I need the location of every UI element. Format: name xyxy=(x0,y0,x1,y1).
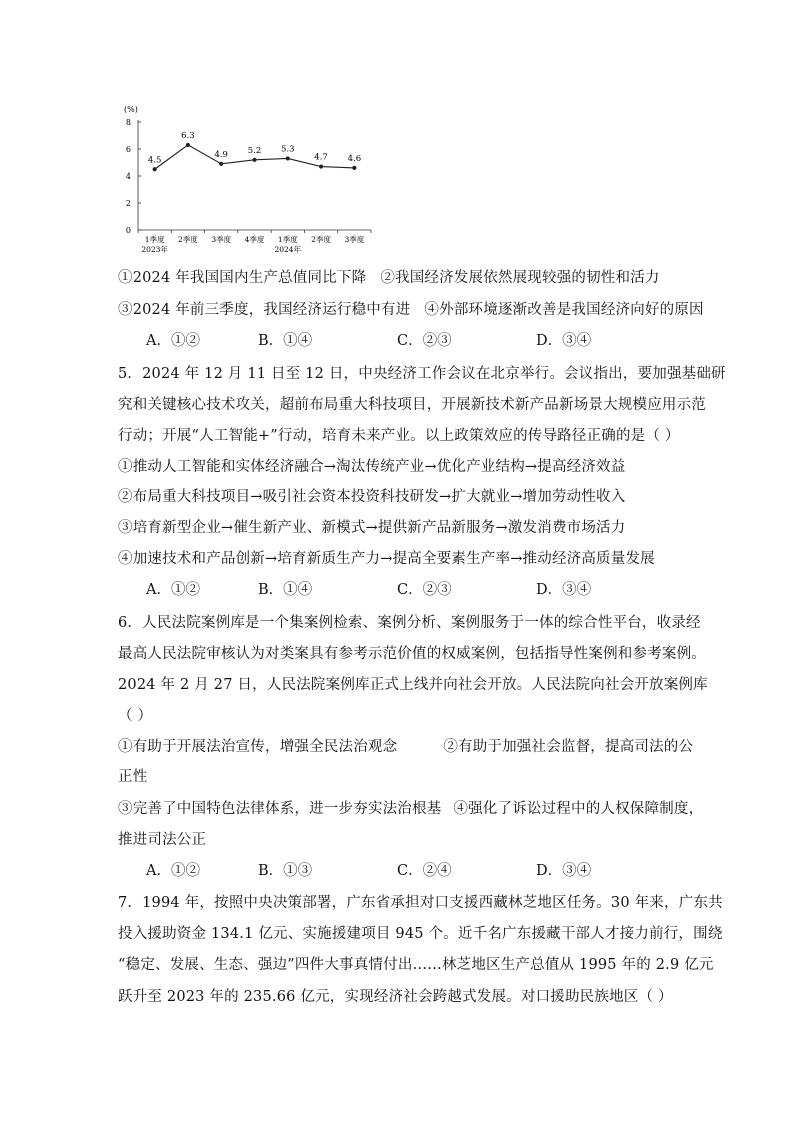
q4-options xyxy=(118,331,738,351)
x-year-label: 2023年 xyxy=(141,245,168,254)
q6-option-a[interactable]: A．①② xyxy=(146,863,200,879)
q5-option-b[interactable]: B．①④ xyxy=(258,582,313,598)
data-point xyxy=(319,164,323,168)
data-label: 4.6 xyxy=(347,153,362,164)
q6-choice-4: ④强化了诉讼过程中的人权保障制度， xyxy=(453,801,704,817)
q5-options xyxy=(118,580,738,600)
x-tick-label: 3季度 xyxy=(211,235,232,244)
q4-statement-1: ①2024 年我国国内生产总值同比下降 xyxy=(118,270,367,286)
q6-choice-4-cont: 推进司法公正 xyxy=(118,832,207,848)
q5-option-d[interactable]: D．③④ xyxy=(536,582,592,598)
x-tick-label: 4季度 xyxy=(244,235,265,244)
y-unit-label: (%) xyxy=(124,105,138,114)
q7-stem-line: 7．1994 年，按照中央决策部署，广东省承担对口支援西藏林芝地区任务。30 年来，广东共 xyxy=(118,895,723,911)
data-label: 4.7 xyxy=(314,152,328,163)
data-point xyxy=(219,162,223,166)
data-label: 6.3 xyxy=(181,130,195,141)
q5-option-a[interactable]: A．①② xyxy=(146,582,200,598)
q6-stem-line: 6．人民法院案例库是一个集案例检索、案例分析、案例服务于一体的综合性平台，收录经 xyxy=(118,615,701,631)
data-label: 5.2 xyxy=(247,145,262,156)
data-label: 4.9 xyxy=(214,149,228,160)
y-tick-label: 4 xyxy=(125,172,131,181)
q4-statement-3: ③2024 年前三季度，我国经济运行稳中有进 xyxy=(118,302,411,318)
q6-choice-3: ③完善了中国特色法律体系，进一步夯实法治根基 xyxy=(118,801,442,817)
q6-choice-2-cont: 正性 xyxy=(118,769,148,785)
data-point xyxy=(252,158,256,162)
data-point xyxy=(153,167,157,171)
q7-stem-line: 投入援助资金 134.1 亿元、实施援建项目 945 个。近千名广东援藏干部人才接力前行，围绕 xyxy=(118,926,723,942)
q7-stem-line: “稳定、发展、生态、强边”四件大事真情付出……林芝地区生产总值从 1995 年的 2.9 亿元 xyxy=(118,957,714,973)
data-point xyxy=(186,143,190,147)
q5-choice-3: ③培育新型企业→催生新产业、新模式→提供新产品新服务→激发消费市场活力 xyxy=(118,520,626,536)
x-tick-label: 2季度 xyxy=(311,235,331,244)
q6-stem-line: 最高人民法院审核认为对类案具有参考示范价值的权威案例，包括指导性案例和参考案例。 xyxy=(118,646,706,662)
q6-option-c[interactable]: C．②④ xyxy=(397,863,452,879)
data-point xyxy=(352,166,356,170)
q5-choice-2: ②布局重大科技项目→吸引社会资本投资科技研发→扩大就业→增加劳动性收入 xyxy=(118,489,626,505)
q4-option-c[interactable]: C．②③ xyxy=(397,333,452,349)
q4-option-b[interactable]: B．①④ xyxy=(258,333,313,349)
x-year-label: 2024年 xyxy=(274,245,302,254)
x-tick-label: 1季度 xyxy=(144,235,165,244)
q5-stem-line: 究和关键核心技术攻关，超前布局重大科技项目，开展新技术新产品新场景大规模应用示范 xyxy=(118,397,706,413)
q6-options xyxy=(118,861,738,881)
q6-option-b[interactable]: B．①③ xyxy=(258,863,313,879)
q5-stem-line: 行动；开展“人工智能+”行动，培育未来产业。以上政策效应的传导路径正确的是（ ） xyxy=(118,428,680,444)
y-tick-label: 0 xyxy=(125,226,131,235)
y-tick-label: 2 xyxy=(125,199,131,208)
data-point xyxy=(286,156,290,160)
q5-option-c[interactable]: C．②③ xyxy=(397,582,452,598)
q6-stem-line: （ ） xyxy=(118,708,153,724)
x-tick-label: 1季度 xyxy=(277,235,298,244)
q4-statement-4: ④外部环境逐渐改善是我国经济向好的原因 xyxy=(424,302,704,318)
data-label: 5.3 xyxy=(281,144,295,155)
x-tick-label: 2季度 xyxy=(178,235,198,244)
q6-choice-2: ②有助于加强社会监督，提高司法的公 xyxy=(443,739,694,755)
y-tick-label: 8 xyxy=(125,118,131,127)
q5-choice-1: ①推动人工智能和实体经济融合→淘汰传统产业→优化产业结构→提高经济效益 xyxy=(118,459,626,475)
y-tick-label: 6 xyxy=(125,145,131,154)
q4-statement-2: ②我国经济发展依然展现较强的韧性和活力 xyxy=(380,270,660,286)
q5-stem-line: 5．2024 年 12 月 11 日至 12 日，中央经济工作会议在北京举行。会议指出，要加强基础研 xyxy=(118,366,726,382)
gdp-growth-line-chart xyxy=(116,100,376,270)
q6-option-d[interactable]: D．③④ xyxy=(536,863,592,879)
q7-stem-line: 跃升至 2023 年的 235.66 亿元，实现经济社会跨越式发展。对口援助民族地区（ ） xyxy=(118,989,673,1005)
data-label: 4.5 xyxy=(147,155,162,166)
q4-option-a[interactable]: A．①② xyxy=(146,333,200,349)
x-tick-label: 3季度 xyxy=(344,235,365,244)
chart-canvas xyxy=(116,100,376,270)
q6-stem-line: 2024 年 2 月 27 日，人民法院案例库正式上线并向社会开放。人民法院向社会开放案例库 xyxy=(118,677,708,693)
q6-choice-1: ①有助于开展法治宣传，增强全民法治观念 xyxy=(118,739,398,755)
q5-choice-4: ④加速技术和产品创新→培育新质生产力→提高全要素生产率→推动经济高质量发展 xyxy=(118,551,655,567)
q4-option-d[interactable]: D．③④ xyxy=(536,333,592,349)
